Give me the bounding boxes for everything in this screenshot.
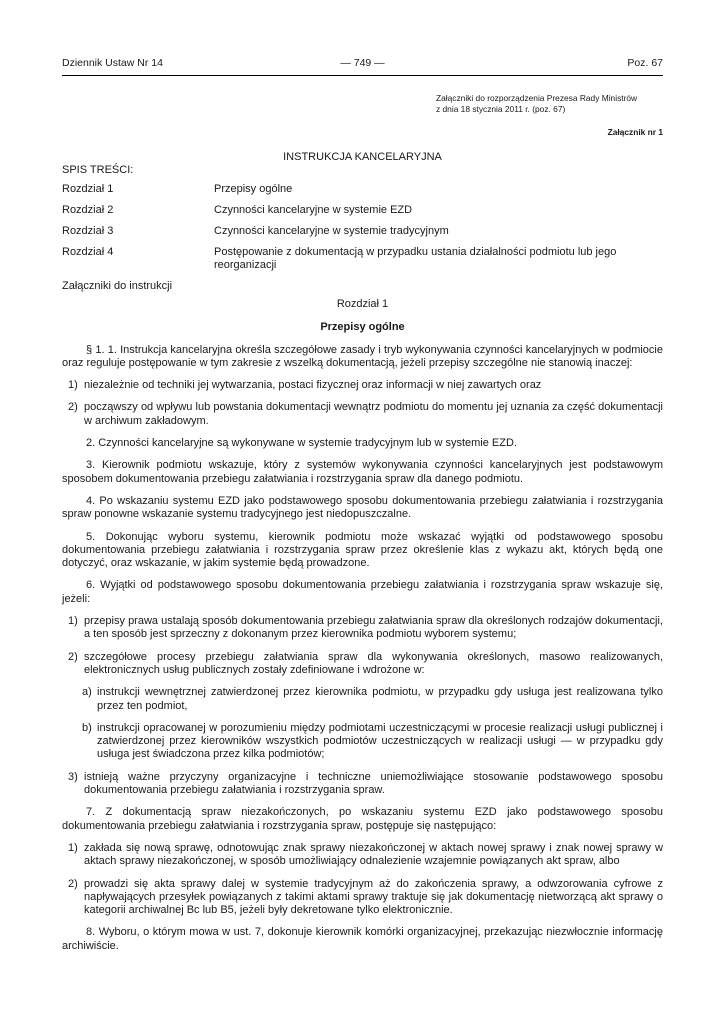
list-item	[62, 401, 663, 428]
toc-chapter: Załączniki do instrukcji	[62, 280, 173, 292]
toc-row	[62, 204, 663, 217]
paragraph: 8. Wyboru, o którym mowa w ust. 7, dokonuje kierownik komórki organizacyjnej, przekazując niezwłocznie informację archiwiście.	[62, 926, 663, 952]
paragraph: 6. Wyjątki od podstawowego sposobu dokumentowania przebiegu załatwiania i rozstrzygania spraw wskazuje się, jeżeli:	[62, 579, 663, 605]
list-item-number: 1)	[68, 841, 78, 854]
list-item	[62, 379, 663, 392]
page-header	[62, 57, 663, 73]
list-item-number: 1)	[68, 379, 78, 392]
sub-list-item	[62, 686, 663, 713]
toc-row	[62, 280, 663, 293]
list-item	[62, 651, 663, 678]
sub-list-item-text: instrukcji wewnętrznej zatwierdzonej przez kierownika podmiotu, w przypadku gdy usługa jest realizowana tylko przez ten podmiot,	[97, 686, 663, 712]
sub-list-item-letter: b)	[82, 721, 92, 734]
toc-title: Czynności kancelaryjne w systemie tradycyjnym	[214, 225, 449, 237]
list-item	[62, 878, 663, 918]
list-item-text: przepisy prawa ustalają sposób dokumentowania przebiegu załatwiania spraw dla określonych rodzajów dokumentacji, a ten sposób jest sprzeczny z dokonanym przez kierownika podmiotu wyborem systemu;	[84, 615, 663, 641]
toc-chapter: Rozdział 2	[62, 204, 114, 216]
list-item-text: niezależnie od techniki jej wytwarzania, postaci fizycznej oraz informacji w niej zawartych oraz	[84, 379, 542, 392]
header-divider	[62, 75, 663, 76]
list-item	[62, 842, 663, 869]
list-item-number: 2)	[68, 877, 78, 890]
page-number: — 749 —	[340, 57, 385, 69]
paragraph: 3. Kierownik podmiotu wskazuje, który z systemów wykonywania czynności kancelaryjnych jest podstawowym sposobem dokumentowania przebiegu załatwiania i rozstrzygania spraw dla danego podmiotu.	[62, 459, 663, 485]
list-item-text: zakłada się nową sprawę, odnotowując znak sprawy niezakończonej w aktach nowej sprawy i znak nowej sprawy w aktach sprawy niezakończonej, w sposób umożliwiający odnalezienie wzajemnie powiązanych akt spraw, albo	[84, 841, 663, 868]
list-item-number: 2)	[68, 401, 78, 414]
list-item	[62, 771, 663, 798]
list-item-number: 3)	[68, 770, 78, 783]
position-number: Poz. 67	[627, 57, 663, 69]
sub-list-item-letter: a)	[82, 686, 92, 699]
paragraph: 4. Po wskazaniu systemu EZD jako podstawowego sposobu dokumentowania przebiegu załatwiania i rozstrzygania spraw ponowne wskazanie systemu tradycyjnego jest niedopuszczalne.	[62, 494, 663, 521]
paragraph: § 1. 1. Instrukcja kancelaryjna określa szczegółowe zasady i tryb wykonywania czynności kancelaryjnych w podmiocie oraz reguluje postępowanie w tym zakresie z wszelką dokumentacją, jeżeli przepisy szczególne nie stanowią inaczej:	[62, 343, 663, 369]
annex-note	[436, 93, 666, 114]
toc-chapter: Rozdział 4	[62, 246, 114, 258]
toc-chapter: Rozdział 3	[62, 225, 114, 237]
toc-row	[62, 225, 663, 238]
toc-title: Postępowanie z dokumentacją w przypadku ustania działalności podmiotu lub jego reorganizacji	[214, 246, 617, 271]
document-body	[62, 298, 663, 962]
sub-list-item-text: instrukcji opracowanej w porozumieniu między podmiotami uczestniczącymi w procesie realizacji usługi publicznej i zatwierdzonej przez kierowników wszystkich podmiotów uczestniczących w realizacji usługi — w przypadku gdy usługa jest świadczona przez kilka podmiotów;	[97, 721, 663, 761]
document-page	[62, 0, 663, 1024]
toc-row	[62, 183, 663, 196]
sub-list-item	[62, 722, 663, 762]
list-item-text: prowadzi się akta sprawy dalej w systemie tradycyjnym aż do zakończenia sprawy, a odwzorowania cyfrowe z napływających przesyłek powiązanych z takimi aktami sprawy traktuje się jak dokumentację nietworzącą akt sprawy o kategorii archiwalnej Bc lub B5, jeżeli były dekretowane tylko elektronicznie.	[84, 877, 663, 917]
chapter-title: Przepisy ogólne	[320, 321, 405, 334]
document-title: INSTRUKCJA KANCELARYJNA	[283, 151, 442, 163]
list-item-number: 1)	[68, 615, 78, 628]
paragraph: 2. Czynności kancelaryjne są wykonywane w systemie tradycyjnym lub w systemie EZD.	[86, 437, 517, 450]
paragraph: 5. Dokonując wyboru systemu, kierownik podmiotu może wskazać wyjątki od podstawowego sposobu dokumentowania przebiegu załatwiania i rozstrzygania spraw przez określenie klas z wykazu akt, których będą one dotyczyć, oraz wskazanie, w jakim systemie będą prowadzone.	[62, 530, 663, 570]
table-of-contents	[62, 183, 663, 301]
list-item-text: szczegółowe procesy przebiegu załatwiania spraw dla wykonywania określonych, masowo realizowanych, elektronicznych usług publicznych zostały zdefiniowane i wdrożone w:	[84, 650, 663, 676]
toc-chapter: Rozdział 1	[62, 183, 114, 195]
list-item-text: począwszy od wpływu lub powstania dokumentacji wewnątrz podmiotu do momentu jej uznania za część dokumentacji w archiwum zakładowym.	[84, 401, 663, 427]
toc-title	[214, 280, 663, 293]
annex-note-line: z dnia 18 stycznia 2011 r. (poz. 67)	[436, 103, 566, 114]
paragraph: 7. Z dokumentacją spraw niezakończonych, po wskazaniu systemu EZD jako podstawowego sposobu dokumentowania przebiegu załatwiania i rozstrzygania spraw, postępuje się następująco:	[62, 806, 663, 832]
toc-heading: SPIS TREŚCI:	[62, 164, 134, 176]
list-item-number: 2)	[68, 650, 78, 663]
annex-number: Załącznik nr 1	[607, 127, 663, 137]
list-item	[62, 615, 663, 642]
journal-title: Dziennik Ustaw Nr 14	[62, 57, 163, 69]
list-item-text: istnieją ważne przyczyny organizacyjne i techniczne uniemożliwiające stosowanie podstawowego sposobu dokumentowania przebiegu załatwiania i rozstrzygania spraw.	[84, 770, 663, 797]
toc-row	[62, 246, 663, 272]
toc-title: Czynności kancelaryjne w systemie EZD	[214, 204, 413, 216]
chapter-label: Rozdział 1	[336, 298, 389, 310]
toc-title: Przepisy ogólne	[214, 183, 293, 195]
annex-note-line: Załączniki do rozporządzenia Prezesa Rady Ministrów	[436, 93, 638, 103]
